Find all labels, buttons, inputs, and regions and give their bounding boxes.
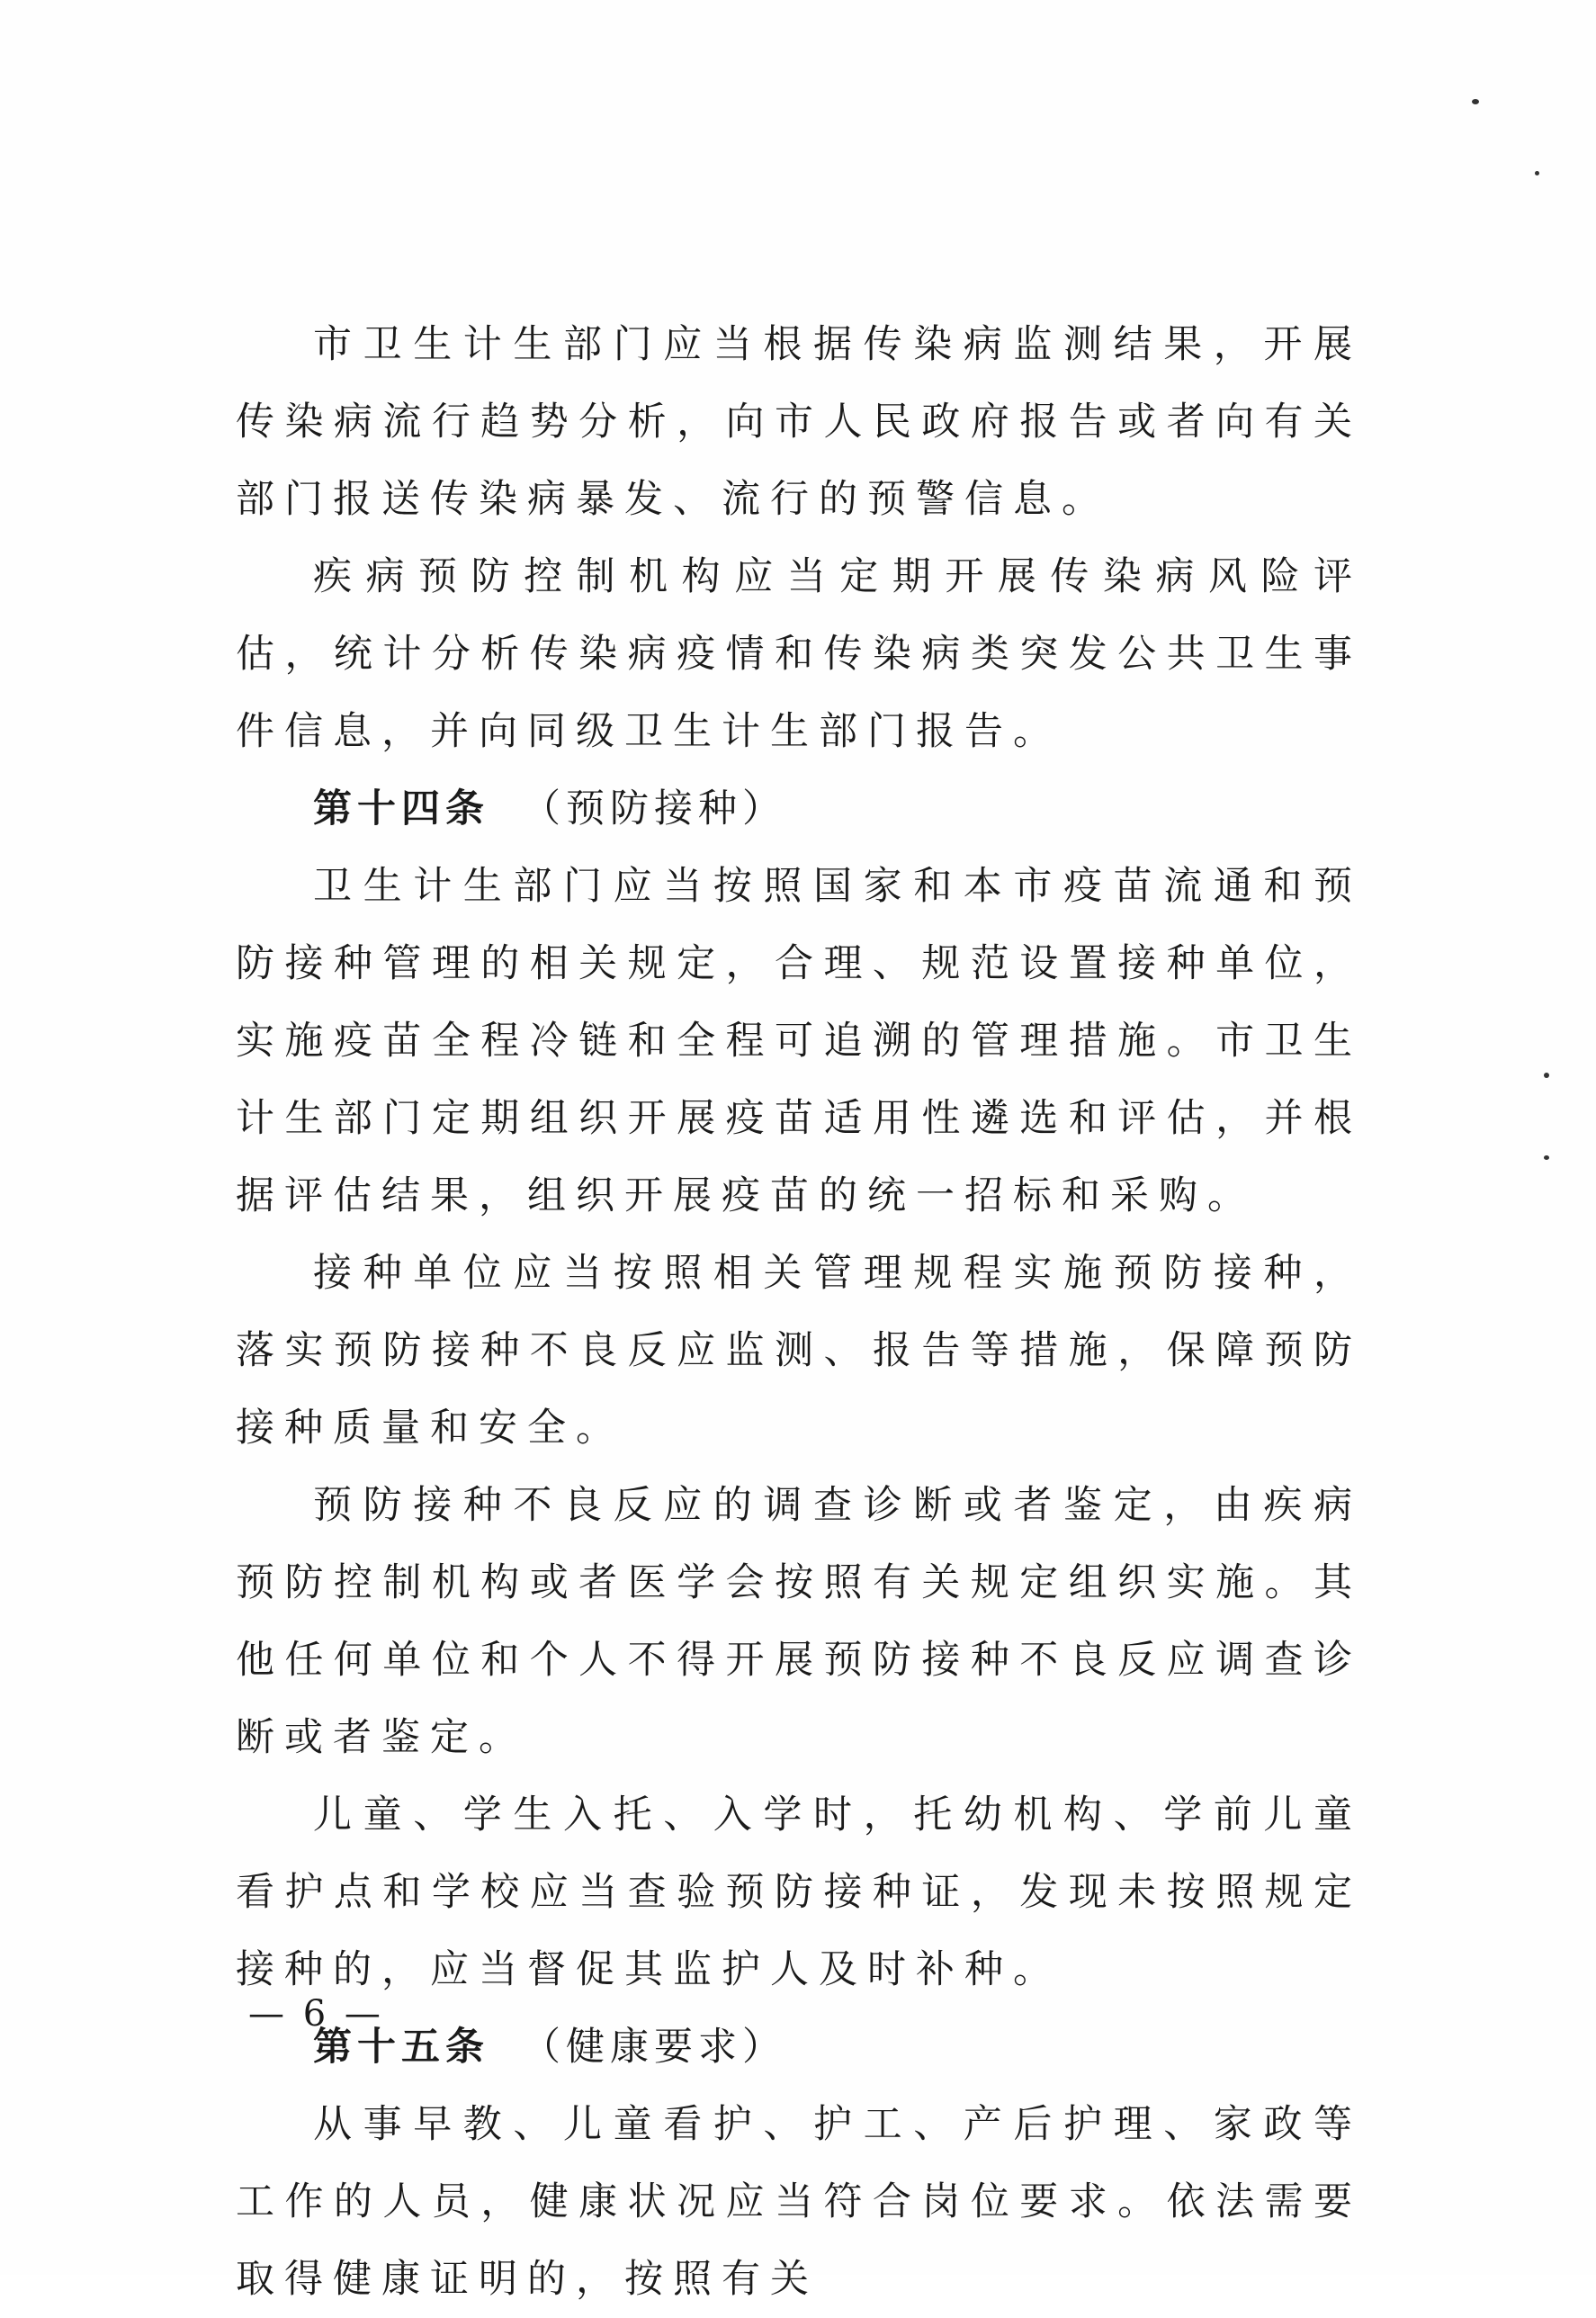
article-title: （预防接种）: [522, 786, 786, 831]
paragraph: 从事早教、儿童看护、护工、产后护理、家政等工作的人员，健康状况应当符合岗位要求。依法需要取得健康证明的，按照有关: [236, 2102, 1362, 2302]
page-number: — 6 —: [248, 1993, 384, 2035]
scan-speck: [1544, 1073, 1549, 1078]
paragraph: 市卫生计生部门应当根据传染病监测结果，开展传染病流行趋势分析，向市人民政府报告或者向有关部门报送传染病暴发、流行的预警信息。: [236, 322, 1362, 522]
scan-speck: [1535, 171, 1539, 175]
article-heading: [236, 770, 1362, 848]
paragraph: 儿童、学生入托、入学时，托幼机构、学前儿童看护点和学校应当查验预防接种证，发现未按照规定接种的，应当督促其监护人及时补种。: [236, 1792, 1362, 1992]
article-heading: [236, 2008, 1362, 2086]
paragraph: 预防接种不良反应的调查诊断或者鉴定，由疾病预防控制机构或者医学会按照有关规定组织实施。其他任何单位和个人不得开展预防接种不良反应调查诊断或者鉴定。: [236, 1483, 1362, 1760]
article-number: 第十五条: [313, 2025, 489, 2070]
document-body: [236, 306, 1362, 2318]
article-title: （健康要求）: [522, 2025, 786, 2070]
scan-speck: [1544, 1155, 1549, 1160]
scan-speck: [1472, 99, 1479, 104]
paragraph: 疾病预防控制机构应当定期开展传染病风险评估，统计分析传染病疫情和传染病类突发公共卫生事件信息，并向同级卫生计生部门报告。: [236, 554, 1362, 754]
paragraph: 卫生计生部门应当按照国家和本市疫苗流通和预防接种管理的相关规定，合理、规范设置接种单位，实施疫苗全程冷链和全程可追溯的管理措施。市卫生计生部门定期组织开展疫苗适用性遴选和评估，并根据评估结果，组织开展疫苗的统一招标和采购。: [236, 864, 1362, 1218]
article-number: 第十四条: [313, 786, 489, 831]
paragraph: 接种单位应当按照相关管理规程实施预防接种，落实预防接种不良反应监测、报告等措施，保障预防接种质量和安全。: [236, 1251, 1362, 1451]
